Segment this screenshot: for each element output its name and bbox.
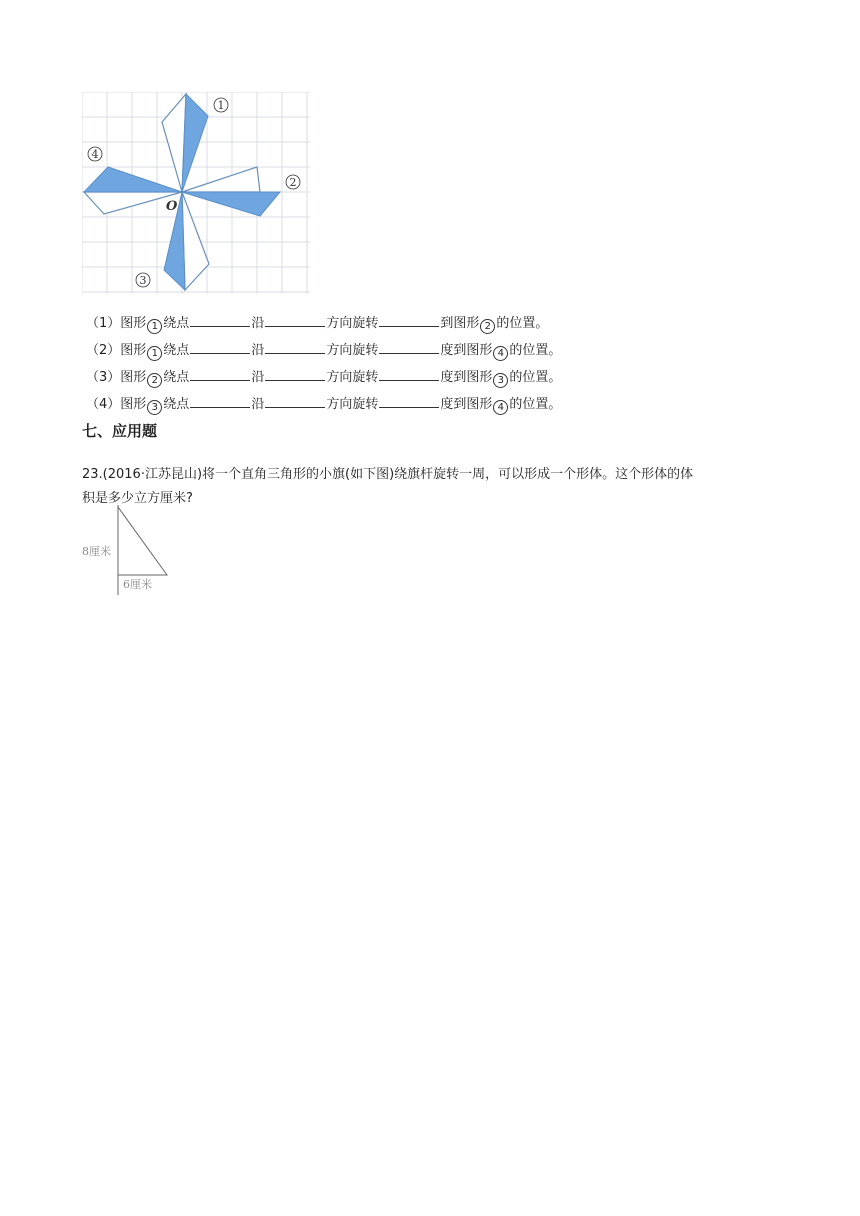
label-1: 1 [217,99,225,112]
section-title: 七、应用题 [82,422,158,440]
question-2: （2）图形 1 绕点 沿 方向旋转 度到图形 4 的位置。 [86,343,562,359]
shape-1 [182,94,208,192]
blank[interactable] [190,314,250,327]
blank[interactable] [379,341,439,354]
problem-23 [82,463,782,511]
base-label: 6厘米 [123,578,152,591]
problem-line-2: 积是多少立方厘米? [82,491,193,506]
blank[interactable] [265,368,325,381]
blank[interactable] [265,314,325,327]
label-center-o: O [166,199,178,214]
flag-triangle [118,507,167,575]
outline-shape-right [182,167,260,192]
flag-triangle-figure [80,503,175,598]
shape-2 [182,192,280,216]
rotation-figure [82,92,310,294]
blank[interactable] [265,341,325,354]
label-4: 4 [91,148,99,161]
blank[interactable] [379,314,439,327]
problem-line-1: 23.(2016·江苏昆山)将一个直角三角形的小旗(如下图)绕旗杆旋转一周，可以形成一个形体。这个形体的体 [82,467,694,482]
shape-4 [84,167,182,192]
outline-shape-down [182,192,209,290]
question-3: （3）图形 2 绕点 沿 方向旋转 度到图形 3 的位置。 [86,370,562,386]
question-1: （1）图形 1 绕点 沿 方向旋转 到图形 2 的位置。 [86,316,549,332]
blank[interactable] [379,395,439,408]
blank[interactable] [265,395,325,408]
blank[interactable] [190,395,250,408]
label-3: 3 [139,274,147,287]
blank[interactable] [190,341,250,354]
label-2: 2 [289,176,297,189]
blank[interactable] [379,368,439,381]
height-label: 8厘米 [82,545,111,558]
blank[interactable] [190,368,250,381]
question-4: （4）图形 3 绕点 沿 方向旋转 度到图形 4 的位置。 [86,397,562,413]
